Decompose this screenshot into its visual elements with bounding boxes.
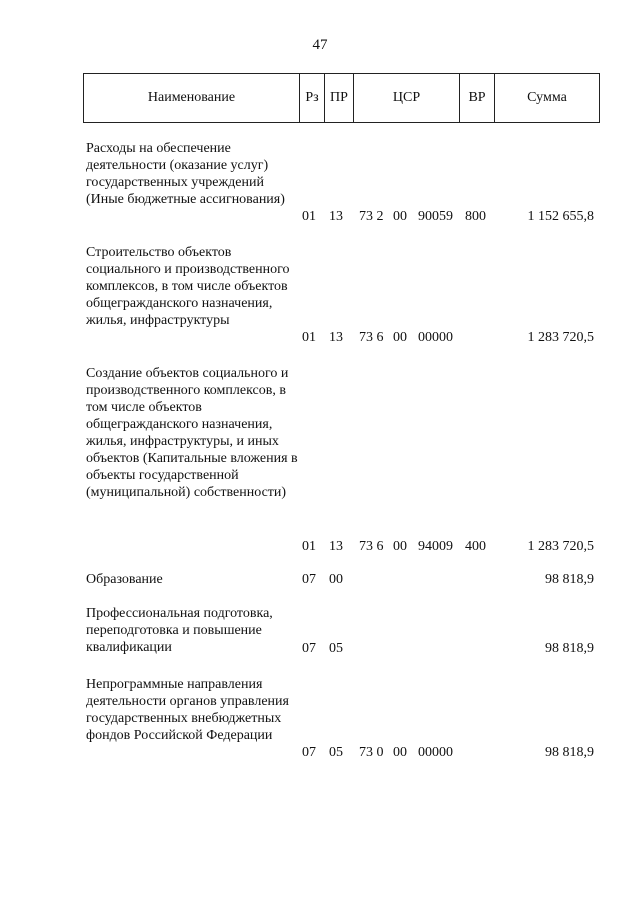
row-sum: 1 152 655,8 (527, 209, 594, 224)
table-row (0, 244, 640, 346)
row-name: Создание объектов социального и производственного комплексов, в том числе объектов общегражданского назначения, жилья, инфраструктуры, и иных объектов (Капитальные вложения в объекты государственной (муниципальной) собственности) (86, 366, 298, 500)
row-pr: 05 (329, 745, 343, 760)
row-rz: 07 (302, 641, 316, 656)
row-csr-subprogram: 00 (393, 209, 407, 224)
row-csr-program: 73 0 (359, 745, 384, 760)
row-csr-program: 73 6 (359, 330, 384, 345)
table-row (0, 605, 640, 657)
header-rz: Рз (300, 74, 325, 123)
row-pr: 00 (329, 572, 343, 587)
row-rz: 01 (302, 209, 316, 224)
row-rz: 07 (302, 745, 316, 760)
row-csr-subprogram: 00 (393, 330, 407, 345)
row-sum: 1 283 720,5 (527, 539, 594, 554)
table-row (0, 365, 640, 555)
row-vr: 800 (465, 209, 486, 224)
row-csr-subprogram: 00 (393, 745, 407, 760)
row-vr: 400 (465, 539, 486, 554)
row-csr-program: 73 2 (359, 209, 384, 224)
row-csr-program: 73 6 (359, 539, 384, 554)
row-sum: 98 818,9 (545, 745, 594, 760)
header-csr: ЦСР (354, 74, 460, 123)
table-row (0, 676, 640, 761)
row-sum: 98 818,9 (545, 641, 594, 656)
row-pr: 13 (329, 539, 343, 554)
header-name: Наименование (84, 74, 300, 123)
row-csr-direction: 00000 (418, 745, 453, 760)
page-number: 47 (312, 37, 328, 53)
row-name: Образование (86, 572, 163, 587)
row-pr: 05 (329, 641, 343, 656)
table-row (0, 140, 640, 225)
table-row (0, 571, 640, 588)
row-sum: 98 818,9 (545, 572, 594, 587)
row-name: Строительство объектов социального и производственного комплексов, в том числе объектов общегражданского назначения, жилья, инфраструктуры (86, 245, 290, 328)
row-csr-subprogram: 00 (393, 539, 407, 554)
row-pr: 13 (329, 330, 343, 345)
row-name: Непрограммные направления деятельности органов управления государственных внебюджетных фондов Российской Федерации (86, 677, 289, 743)
row-name: Профессиональная подготовка, переподготовка и повышение квалификации (86, 606, 273, 655)
row-csr-direction: 00000 (418, 330, 453, 345)
row-name: Расходы на обеспечение деятельности (оказание услуг) государственных учреждений (Иные бюджетные ассигнования) (86, 141, 285, 207)
row-sum: 1 283 720,5 (527, 330, 594, 345)
header-pr: ПР (325, 74, 354, 123)
row-pr: 13 (329, 209, 343, 224)
row-rz: 01 (302, 539, 316, 554)
header-sum: Сумма (495, 74, 600, 123)
row-csr-direction: 94009 (418, 539, 453, 554)
row-rz: 07 (302, 572, 316, 587)
row-csr-direction: 90059 (418, 209, 453, 224)
table-header (83, 73, 600, 123)
header-vr: ВР (460, 74, 495, 123)
row-rz: 01 (302, 330, 316, 345)
